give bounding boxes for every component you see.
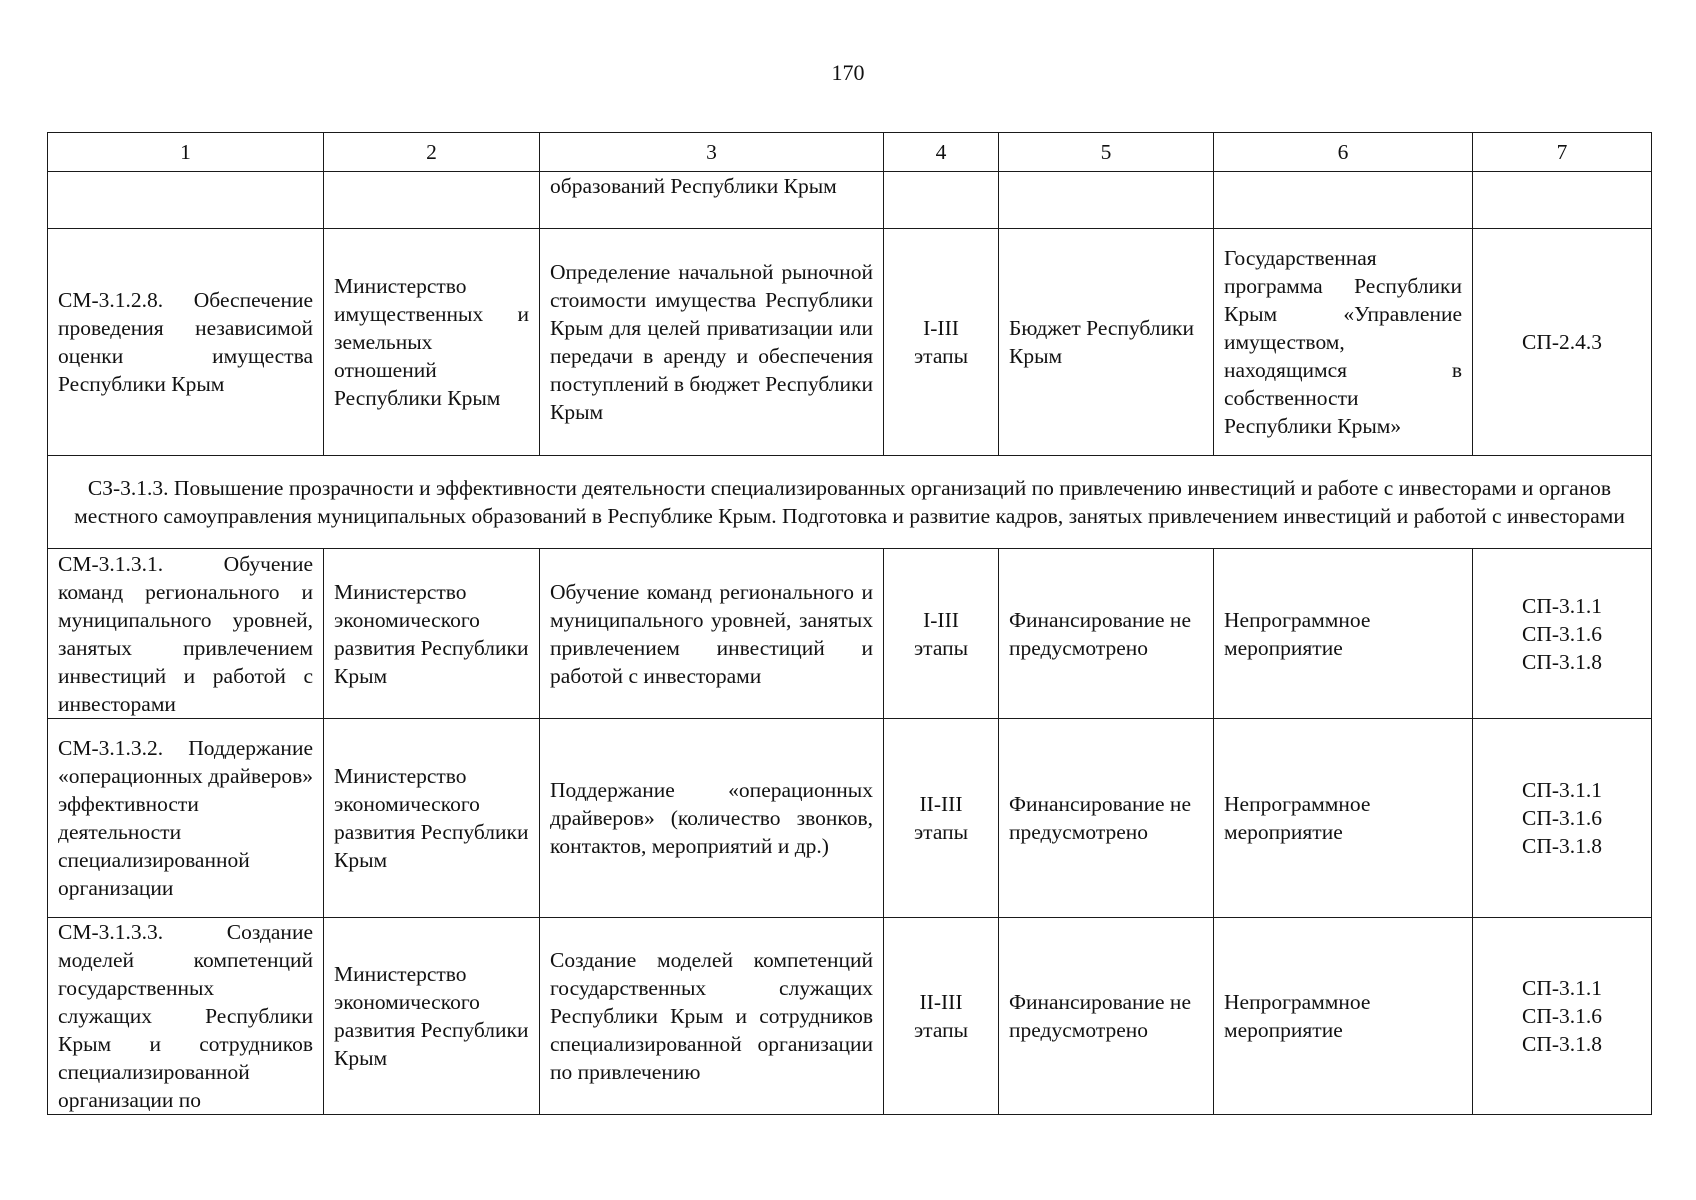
table-row <box>48 229 1652 456</box>
codes-cell <box>1473 719 1652 918</box>
codes-cell <box>1473 549 1652 719</box>
executor-cell <box>324 172 540 229</box>
column-header: 5 <box>999 133 1214 172</box>
program-cell: Непрограммное мероприятие <box>1214 719 1473 918</box>
goal-text: СЗ-3.1.3. Повышение прозрачности и эффективности деятельности специализированных организаций по привлечению инвестиций и работе с инвесторами и органов местного самоуправления муниципальных образований в Республике Крым. Подготовка и развитие кадров, занятых привлечением инвестиций и работой с инвесторами <box>48 456 1652 549</box>
code-item: СП-3.1.1 <box>1521 778 1603 802</box>
column-header: 4 <box>884 133 999 172</box>
program-cell <box>1214 172 1473 229</box>
code-item: СП-3.1.1 <box>1521 593 1603 618</box>
program-cell: Непрограммное мероприятие <box>1214 918 1473 1115</box>
stage-cell: I-III этапы <box>884 549 999 719</box>
measure-cell: СМ-3.1.3.3. Создание моделей компетенций государственных служащих Республики Крым и сотрудников специализированной организации по <box>48 918 324 1115</box>
measure-cell: СМ-3.1.3.1. Обучение команд регионального и муниципального уровней, занятых привлечением инвестиций и работой с инвесторами <box>48 549 324 719</box>
program-cell: Непрограммное мероприятие <box>1214 549 1473 719</box>
codes-cell <box>1473 918 1652 1115</box>
stage-cell: I-III этапы <box>884 229 999 456</box>
column-header: 7 <box>1473 133 1652 172</box>
content-cell: Определение начальной рыночной стоимости имущества Республики Крым для целей приватизации или передачи в аренду и обеспечения поступлений в бюджет Республики Крым <box>540 229 884 456</box>
code-item: СП-3.1.1 <box>1521 976 1603 1000</box>
code-item: СП-3.1.6 <box>1521 621 1603 646</box>
measure-cell: СМ-3.1.2.8. Обеспечение проведения независимой оценки имущества Республики Крым <box>48 229 324 456</box>
funding-cell <box>999 172 1214 229</box>
code-item: СП-3.1.6 <box>1521 1004 1603 1028</box>
funding-cell: Финансирование не предусмотрено <box>999 719 1214 918</box>
executor-cell: Министерство имущественных и земельных отношений Республики Крым <box>324 229 540 456</box>
measure-cell: СМ-3.1.3.2. Поддержание «операционных драйверов» эффективности деятельности специализированной организации <box>48 719 324 918</box>
header-row <box>48 133 1652 172</box>
content-cell: образований Республики Крым <box>540 172 884 229</box>
code-item: СП-3.1.8 <box>1521 834 1603 858</box>
stage-cell: II-III этапы <box>884 719 999 918</box>
executor-cell: Министерство экономического развития Республики Крым <box>324 918 540 1115</box>
stage-cell: II-III этапы <box>884 918 999 1115</box>
executor-cell: Министерство экономического развития Республики Крым <box>324 719 540 918</box>
funding-cell: Финансирование не предусмотрено <box>999 918 1214 1115</box>
measures-table <box>47 132 1652 1115</box>
code-item: СП-3.1.6 <box>1521 806 1603 830</box>
funding-cell: Бюджет Республики Крым <box>999 229 1214 456</box>
column-header: 3 <box>540 133 884 172</box>
code-item: СП-3.1.8 <box>1521 1032 1603 1056</box>
funding-cell: Финансирование не предусмотрено <box>999 549 1214 719</box>
table-row <box>48 918 1652 1115</box>
page-number: 170 <box>831 60 865 85</box>
program-cell: Государственная программа Республики Крым «Управление имуществом, находящимся в собственности Республики Крым» <box>1214 229 1473 456</box>
content-cell: Поддержание «операционных драйверов» (количество звонков, контактов, мероприятий и др.) <box>540 719 884 918</box>
code-item: СП-2.4.3 <box>1521 330 1603 354</box>
stage-cell <box>884 172 999 229</box>
table-row <box>48 549 1652 719</box>
goal-row <box>48 456 1652 549</box>
table-row <box>48 719 1652 918</box>
executor-cell: Министерство экономического развития Республики Крым <box>324 549 540 719</box>
content-cell: Обучение команд регионального и муниципального уровней, занятых привлечением инвестиций и работой с инвесторами <box>540 549 884 719</box>
column-header: 1 <box>48 133 324 172</box>
content-cell: Создание моделей компетенций государственных служащих Республики Крым и сотрудников специализированной организации по привлечению <box>540 918 884 1115</box>
column-header: 6 <box>1214 133 1473 172</box>
table-row <box>48 172 1652 229</box>
codes-cell <box>1473 172 1652 229</box>
codes-cell <box>1473 229 1652 456</box>
code-item: СП-3.1.8 <box>1521 649 1603 674</box>
column-header: 2 <box>324 133 540 172</box>
measure-cell <box>48 172 324 229</box>
